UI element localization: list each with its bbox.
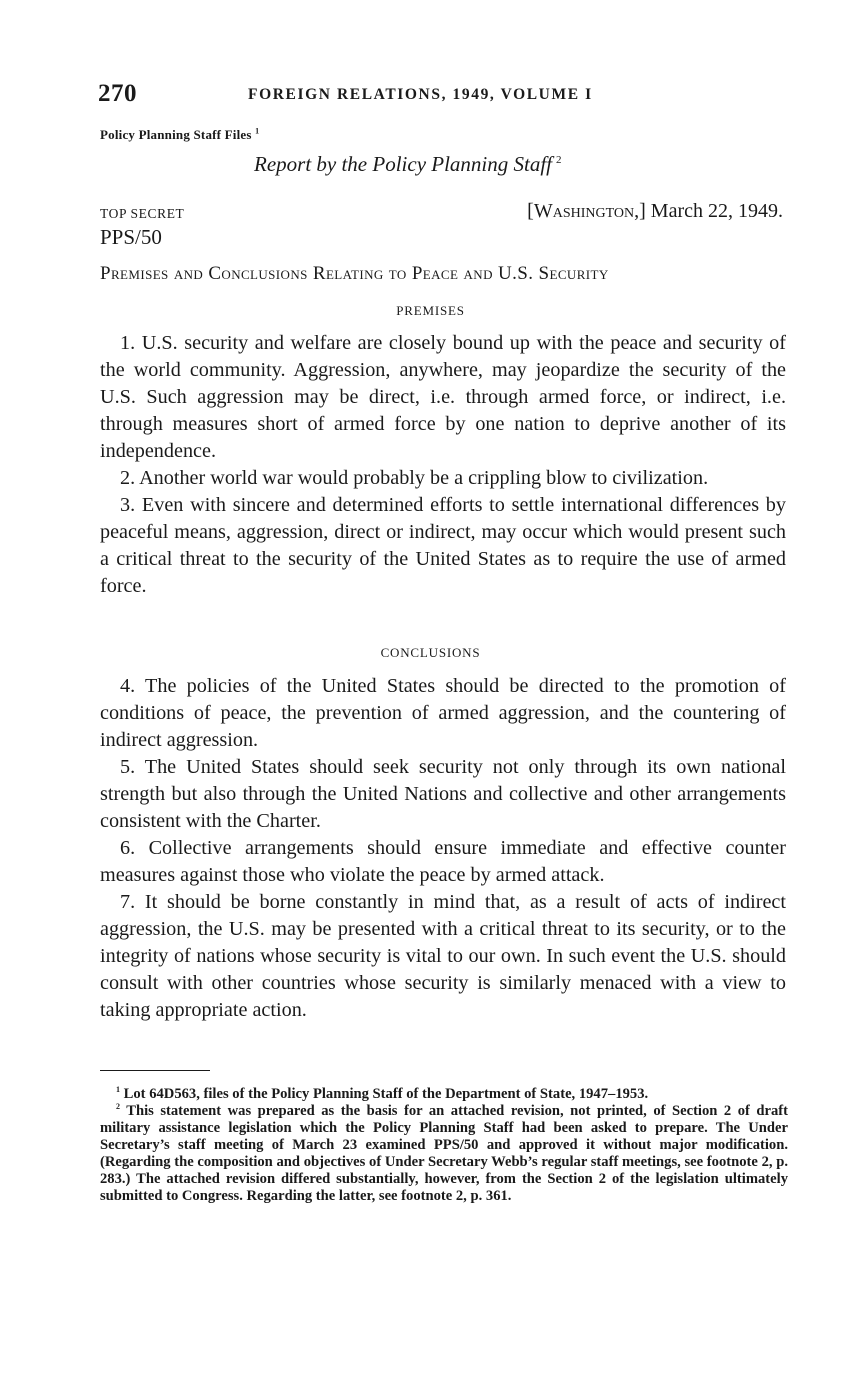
document-title: Premises and Conclusions Relating to Peace and U.S. Security — [100, 263, 609, 284]
footnote-1-text: Lot 64D563, files of the Policy Planning Staff of the Department of State, 1947–1953. — [123, 1086, 649, 1102]
footnotes — [100, 1086, 788, 1205]
premise-paragraph-3: 3. Even with sincere and determined efforts to settle international differences by peaceful means, aggression, direct or indirect, may occur which would present such a critical threat to the security of the United States as to require the use of armed force. — [100, 494, 786, 597]
conclusion-paragraph-6: 6. Collective arrangements should ensure immediate and effective counter measures against those who violate the peace by armed attack. — [100, 837, 786, 886]
report-title-text: Report by the Policy Planning Staff — [254, 152, 553, 176]
premises-heading: PREMISES — [396, 303, 465, 318]
footnote-divider — [100, 1070, 210, 1071]
premises-section — [100, 330, 786, 600]
footnote-2-text: This statement was prepared as the basis for an attached revision, not printed, of Section 2 of draft military assistance legislation which the Policy Planning Staff had been asked to prepare. The Under Secretary’s staff meeting of March 23 examined PPS/50 and approved it without major modification. (Regarding the composition and objectives of Under Secretary Webb’s regular staff meetings, see footnote 2, p. 283.) The attached revision differed substantially, however, from the Section 2 of the legislation ultimately submitted to Congress. Regarding the latter, see footnote 2, p. 361. — [100, 1103, 788, 1204]
source-text: Policy Planning Staff Files — [100, 127, 252, 142]
footnote-ref-1: 1 — [255, 126, 260, 136]
document-date: March 22, 1949. — [650, 200, 783, 222]
dateline — [527, 200, 783, 223]
place-close-bracket: ,] — [634, 200, 646, 222]
conclusion-paragraph-7: 7. It should be borne constantly in mind that, as a result of acts of indirect aggression, the U.S. may be presented with a critical threat to its security, or to the integrity of nations whose security is vital to our own. In such event the U.S. should consult with other countries whose security is similarly menaced with a view to taking appropriate action. — [100, 891, 786, 1021]
place-name: Washington — [533, 200, 635, 222]
conclusions-section — [100, 673, 786, 1024]
footnote-2 — [100, 1103, 788, 1205]
conclusion-paragraph-5: 5. The United States should seek security not only through its own national strength but also through the United Nations and collective and other arrangements consistent with the Charter. — [100, 756, 786, 832]
report-title — [254, 152, 562, 177]
place-open-bracket: [ — [527, 200, 534, 222]
footnote-ref-2: 2 — [556, 154, 562, 166]
footnote-1-marker: 1 — [116, 1085, 120, 1095]
conclusions-heading: CONCLUSIONS — [380, 645, 481, 660]
running-title: FOREIGN RELATIONS, 1949, VOLUME I — [248, 86, 593, 103]
page-number: 270 — [98, 80, 137, 107]
premise-paragraph-1: 1. U.S. security and welfare are closely bound up with the peace and security of the world community. Aggression, anywhere, may jeopardize the security of the U.S. Such aggression may be direct, i.e. through armed force, or indirect, i.e. through measures short of armed force by one nation to deprive another of its independence. — [100, 332, 786, 462]
document-id: PPS/50 — [100, 225, 162, 249]
source-line — [100, 127, 259, 143]
premise-paragraph-2: 2. Another world war would probably be a crippling blow to civilization. — [120, 467, 709, 489]
conclusion-paragraph-4: 4. The policies of the United States should be directed to the promotion of conditions of peace, the prevention of armed aggression, and the countering of indirect aggression. — [100, 675, 786, 751]
footnote-1 — [100, 1086, 788, 1103]
classification-label: TOP SECRET — [100, 206, 185, 221]
running-head — [98, 80, 788, 112]
footnote-2-marker: 2 — [116, 1102, 120, 1112]
